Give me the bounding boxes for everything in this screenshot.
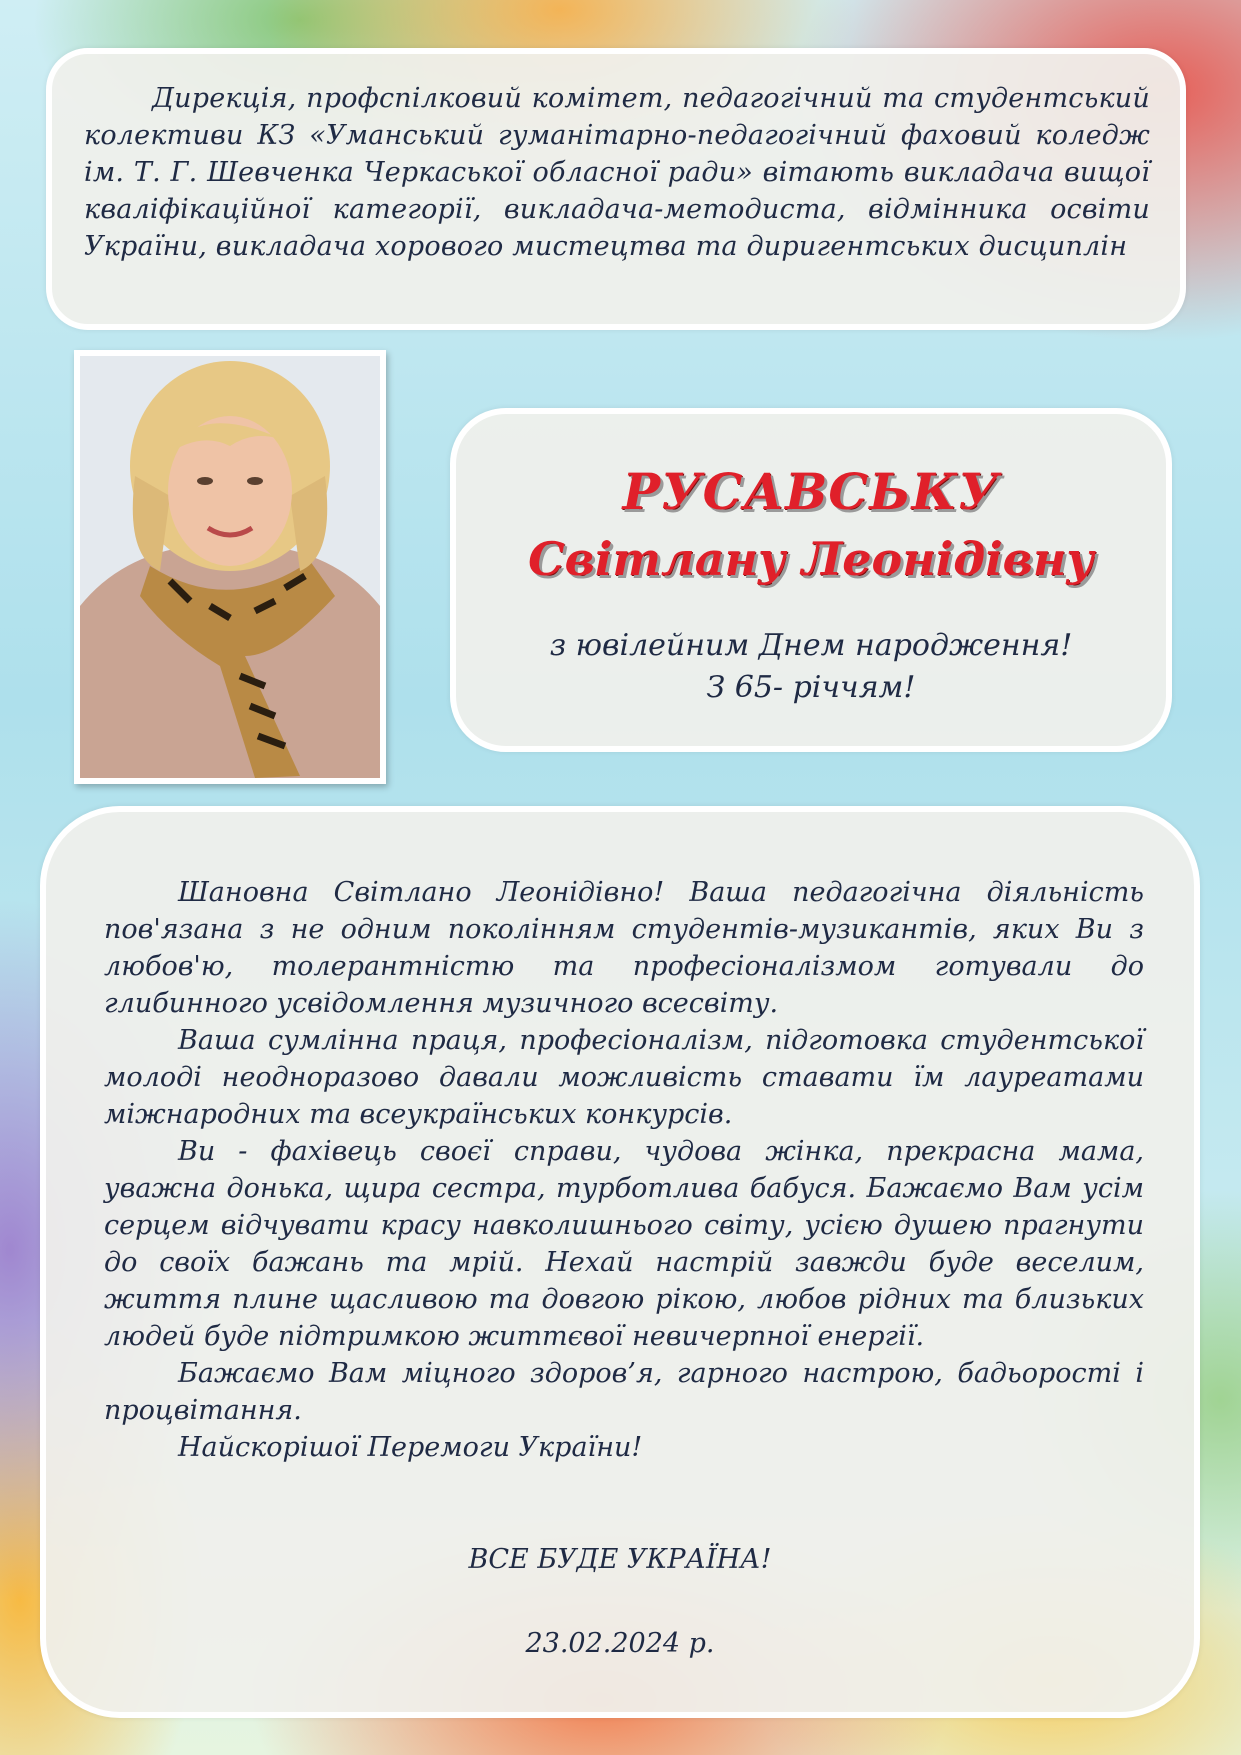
header-text-content: Дирекція, профспілковий комітет, педагогічний та студентський колективи КЗ «Уманський гуманітарно-педагогічний фаховий коледж ім. Т. Г. Шевченка Черкаської обласної ради» вітають викладача вищої кваліфікаційної категорії, викладача-методиста, відмінника освіти України, викладача хорового мистецтва та диригентських дисциплін bbox=[84, 83, 1150, 262]
honoree-surname: РУСАВСЬКУ bbox=[622, 462, 1000, 521]
header-text bbox=[84, 80, 1150, 265]
body-paragraph-5: Найскорішої Перемоги України! bbox=[178, 1432, 643, 1463]
honoree-given-names: Світлану Леонідівну bbox=[528, 532, 1094, 586]
slogan: ВСЕ БУДЕ УКРАЇНА! bbox=[468, 1544, 772, 1575]
congratulation-panel bbox=[40, 806, 1200, 1718]
body-paragraph-4: Бажаємо Вам міцного здоров’я, гарного настрою, бадьорості і процвітання. bbox=[104, 1358, 1144, 1426]
body-paragraph-2: Ваша сумлінна праця, професіоналізм, підготовка студентської молоді неодноразово давали можливість ставати їм лауреатами міжнародних та всеукраїнських конкурсів. bbox=[104, 1025, 1144, 1130]
body-paragraph-1: Шановна Світлано Леонідівно! Ваша педагогічна діяльність пов'язана з не одним поколінням студентів-музикантів, яких Ви з любов'ю, толерантністю та професіоналізмом готували до глибинного усвідомлення музичного всесвіту. bbox=[104, 877, 1144, 1019]
portrait-photo bbox=[80, 356, 380, 778]
body-paragraph-3: Ви - фахівець своєї справи, чудова жінка, прекрасна мама, уважна донька, щира сестра, турботлива бабуся. Бажаємо Вам усім серцем відчувати красу навколишнього світу, усією душею прагнути до своїх бажань та мрій. Нехай настрій завжди буде веселим, життя плине щасливою та довгою рікою, любов рідних та близьких людей буде підтримкою життєвої невичерпної енергії. bbox=[104, 1136, 1144, 1352]
greeting-line-1: з ювілейним Днем народження! bbox=[549, 628, 1073, 663]
date: 23.02.2024 р. bbox=[525, 1628, 715, 1659]
header-panel bbox=[46, 48, 1186, 330]
portrait-illustration bbox=[80, 356, 380, 778]
greeting-line-2: З 65- річчям! bbox=[706, 670, 916, 705]
honoree-panel bbox=[450, 408, 1172, 752]
portrait-photo-frame bbox=[74, 350, 386, 784]
